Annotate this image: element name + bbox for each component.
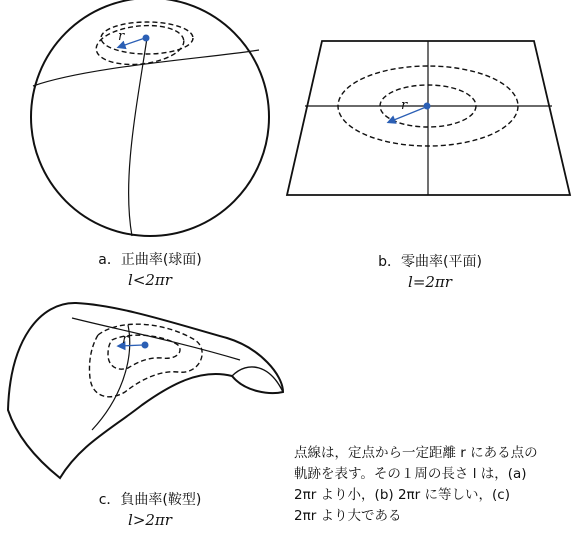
explanation-note [294, 443, 576, 527]
figure-b-caption [340, 252, 520, 292]
figure-a-caption [60, 250, 240, 290]
figure-a-relation: l<2πr [128, 271, 172, 289]
figure-b-title: b．零曲率(平面) [378, 254, 482, 270]
sphere-circle-outer [94, 22, 185, 69]
plane-center-point [424, 103, 431, 110]
sphere-meridian [129, 38, 147, 236]
sphere-r-label: r [118, 29, 125, 44]
note-line: 2πr より大である [294, 508, 402, 524]
plane-r-label: r [401, 98, 408, 113]
sphere-center-point [143, 35, 150, 42]
figure-c-caption [60, 490, 240, 530]
saddle-r-label: r [122, 332, 129, 347]
figure-a-title: a．正曲率(球面) [98, 252, 202, 268]
figure-c-title: c．負曲率(鞍型) [98, 492, 202, 508]
saddle-center-point [142, 342, 149, 349]
sphere-equator [33, 50, 259, 86]
plane-figure [287, 41, 570, 195]
saddle-outline [8, 303, 283, 478]
figure-c-relation: l>2πr [128, 511, 172, 529]
note-line: 点線は，定点から一定距離 r にある点の [294, 445, 538, 461]
saddle-figure [8, 303, 283, 478]
sphere-outline [31, 0, 269, 236]
note-line: 2πr より小，(b) 2πr に等しい，(c) [294, 487, 510, 503]
sphere-figure [31, 0, 269, 236]
figure-b-relation: l=2πr [408, 273, 452, 291]
plane-radius-arrow [389, 107, 426, 122]
note-line: 軌跡を表す。その１周の長さ l は，(a) [294, 466, 527, 482]
